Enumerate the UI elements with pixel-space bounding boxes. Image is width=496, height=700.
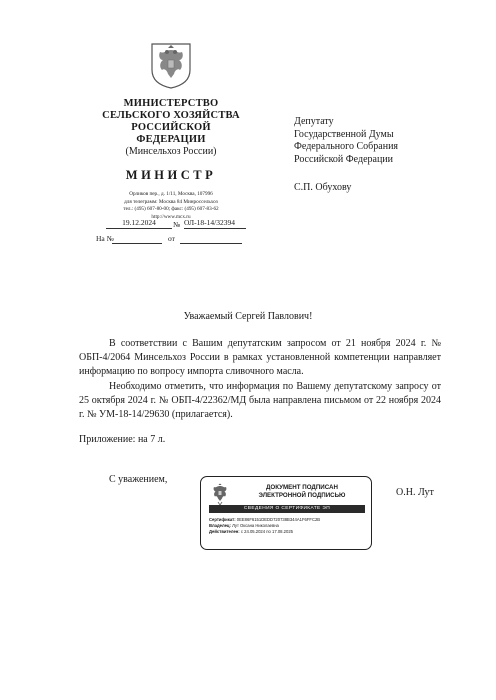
ministry-name-line3: РОССИЙСКОЙ ФЕДЕРАЦИИ bbox=[131, 122, 211, 145]
ministry-header bbox=[96, 98, 246, 221]
addressee-line: Федерального Собрания bbox=[294, 141, 399, 152]
certificate-details bbox=[209, 517, 367, 535]
russian-coat-of-arms-icon bbox=[148, 40, 194, 90]
signer-name: О.Н. Лут bbox=[396, 487, 434, 498]
registration-number: ОЛ-18-14/32394 bbox=[184, 218, 246, 229]
addressee-block bbox=[294, 116, 398, 195]
ministry-address bbox=[96, 191, 246, 221]
address-line: тел.: (495) 607-80-00; факс: (495) 607-83-62 bbox=[123, 206, 219, 213]
ministry-name-line1: МИНИСТЕРСТВО bbox=[123, 98, 219, 109]
address-line: для телеграмм: Москва 84 Минроссельхоз bbox=[124, 198, 218, 205]
attachment-note: Приложение: на 7 л. bbox=[79, 434, 166, 445]
addressee-line: Государственной Думы bbox=[294, 128, 394, 140]
reference-label: На № bbox=[96, 234, 114, 243]
body-paragraph bbox=[79, 337, 441, 379]
closing-regards: С уважением, bbox=[109, 474, 168, 485]
owner-label: Владелец: bbox=[209, 523, 231, 528]
reference-number-blank bbox=[112, 243, 162, 244]
electronic-signature-stamp bbox=[200, 476, 372, 550]
salutation: Уважаемый Сергей Павлович! bbox=[183, 311, 313, 322]
addressee-line: Депутату bbox=[294, 116, 334, 127]
stamp-title bbox=[239, 484, 365, 500]
number-sign: № bbox=[173, 220, 181, 229]
body-paragraph bbox=[79, 380, 441, 422]
reference-date-blank bbox=[180, 243, 242, 244]
registration-date: 19.12.2024 bbox=[106, 218, 172, 229]
cert-label: Сертификат: bbox=[209, 517, 236, 522]
valid-value: с 24.05.2024 по 17.08.2025 bbox=[240, 529, 293, 534]
addressee-line: Российской Федерации bbox=[294, 153, 394, 165]
paragraph-text: Необходимо отметить, что информация по Вашему депутатскому запросу от 25 октября 2024 г. № ОБП-4/22362/МД была направлена письмом от 22 ноября 2024 г. № УМ-18-14/29630 (прилагается). bbox=[79, 381, 441, 420]
addressee-person: С.П. Обухову bbox=[294, 182, 352, 193]
valid-label: Действителен: bbox=[209, 529, 240, 534]
cert-value: 0EE86F6151DEDD720738B344A1F6FFC2B bbox=[236, 517, 321, 522]
minister-title: МИНИСТР bbox=[125, 168, 217, 182]
validity-row bbox=[209, 529, 367, 535]
certificate-info-bar: СВЕДЕНИЯ О СЕРТИФИКАТЕ ЭП bbox=[209, 505, 365, 513]
address-line: Орликов пер., д. 1/11, Москва, 107996 bbox=[129, 191, 213, 197]
reference-from-label: от bbox=[168, 234, 175, 243]
ministry-short-name: (Минсельхоз России) bbox=[125, 146, 217, 157]
paragraph-text: В соответствии с Вашим депутатским запросом от 21 ноября 2024 г. № ОБП-4/2064 Минсельхоз России в рамках установленной компетенции направляет информацию по вопросу импорта сливочного масла. bbox=[79, 338, 441, 377]
stamp-title-line: ДОКУМЕНТ ПОДПИСАН bbox=[266, 484, 338, 491]
website-link: http://www.mcx.ru bbox=[151, 213, 191, 220]
coat-of-arms-icon bbox=[209, 483, 231, 507]
stamp-title-line: ЭЛЕКТРОННОЙ ПОДПИСЬЮ bbox=[258, 492, 346, 499]
owner-value: Лут Оксана Николаевна bbox=[232, 523, 279, 528]
ministry-name-line2: СЕЛЬСКОГО ХОЗЯЙСТВА bbox=[102, 110, 240, 121]
